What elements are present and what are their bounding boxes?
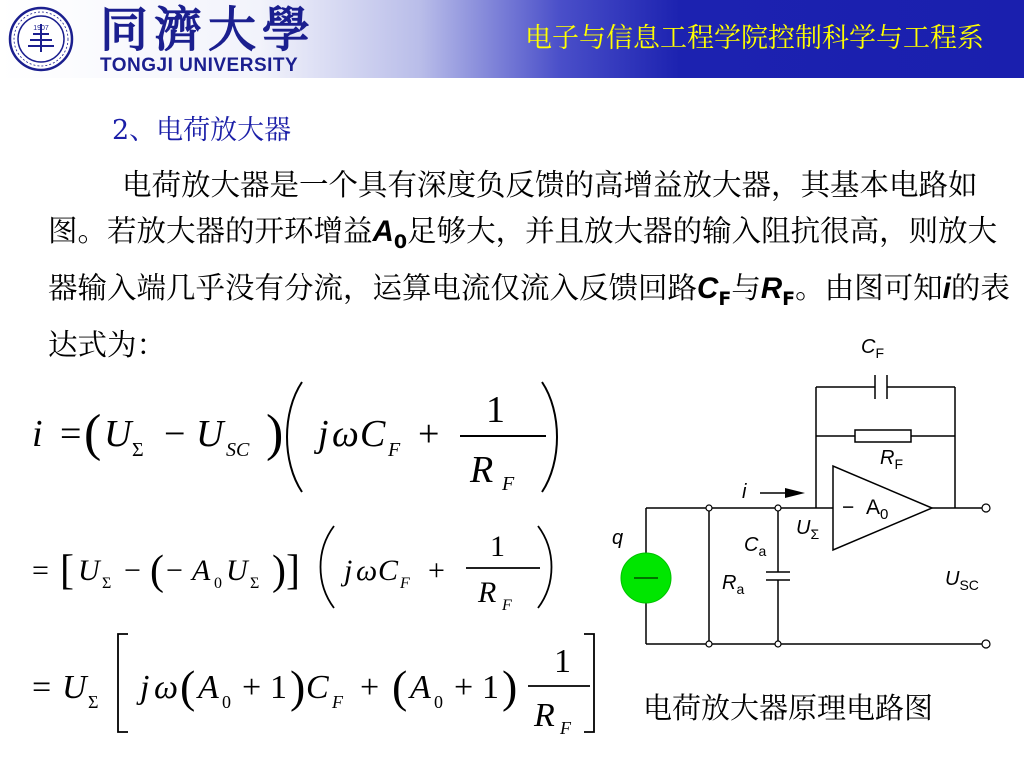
university-seal-logo <box>8 6 74 72</box>
svg-text:(: ( <box>180 661 196 712</box>
svg-text:C: C <box>378 554 399 587</box>
symbol-c-sub: F <box>718 287 732 310</box>
para-text-3: 与 <box>731 270 761 305</box>
para-text-4: 。由图可知 <box>795 270 943 305</box>
svg-text:0: 0 <box>214 575 222 592</box>
svg-text:ω: ω <box>356 554 378 587</box>
para-text-5: 的表达式为： <box>48 270 1010 362</box>
charge-amplifier-circuit <box>590 330 1010 665</box>
equation-1 <box>20 372 560 502</box>
svg-text:−: − <box>842 496 855 519</box>
svg-text:U: U <box>104 413 132 455</box>
svg-text:A: A <box>192 554 211 587</box>
svg-text:USC: $U_{SC}$ <box>945 568 979 593</box>
svg-text:ω: ω <box>154 669 179 706</box>
svg-text:q: q <box>612 527 624 549</box>
svg-text:Ca: $C_a$ <box>744 534 767 559</box>
svg-text:U: U <box>196 413 224 455</box>
svg-text:RF: $R_F$ <box>880 447 904 472</box>
svg-text:1: 1 <box>270 669 287 706</box>
svg-text:CF: $C_F$ <box>861 336 885 361</box>
svg-text:1: 1 <box>486 389 505 431</box>
svg-text:i: i <box>32 413 43 455</box>
svg-text:A0: $A_0$ <box>866 496 889 523</box>
svg-text:i: i <box>742 481 747 503</box>
svg-text:F: F <box>560 718 571 738</box>
svg-text:(: ( <box>150 548 164 594</box>
svg-text:−: − <box>166 554 183 587</box>
svg-text:j: j <box>344 554 353 587</box>
svg-text:R: R <box>534 697 555 734</box>
svg-text:=: = <box>60 413 82 455</box>
svg-text:F: F <box>400 575 410 592</box>
svg-text:=: = <box>32 554 49 587</box>
svg-text:(: ( <box>392 661 408 712</box>
equation-3 <box>20 628 600 740</box>
svg-text:1: 1 <box>554 643 571 680</box>
svg-text:U: U <box>62 669 87 706</box>
svg-text:C: C <box>360 413 386 455</box>
svg-text:F: F <box>502 597 512 614</box>
svg-text:[: [ <box>60 548 74 594</box>
department-title: 电子与信息工程学院控制科学与工程系 <box>525 23 984 54</box>
svg-text:1907: 1907 <box>33 25 49 32</box>
para-text-2: 足够大，并且放大器的输入阻抗很高，则放大器输入端几乎没有分流，运算电流仅流入反馈回路 <box>48 214 998 305</box>
svg-text:R: R <box>470 449 494 491</box>
svg-text:UΣ: $U_\Sigma$ <box>796 517 820 542</box>
svg-text:Σ: Σ <box>102 575 112 592</box>
svg-text:R: R <box>478 576 497 609</box>
university-name-chinese: 同濟大學 <box>100 2 317 58</box>
svg-text:+: + <box>428 554 445 587</box>
svg-text:F: F <box>502 473 515 495</box>
svg-text:=: = <box>32 669 52 706</box>
symbol-r: R <box>760 271 783 305</box>
equation-2 <box>20 520 560 615</box>
symbol-a: A <box>372 215 394 248</box>
svg-text:Σ: Σ <box>132 439 144 461</box>
svg-text:+: + <box>360 669 380 706</box>
symbol-r-sub: F <box>782 287 796 310</box>
circuit-caption: 电荷放大器原理电路图 <box>643 691 934 725</box>
svg-text:1: 1 <box>482 669 499 706</box>
symbol-c: C <box>697 271 719 305</box>
svg-text:1: 1 <box>490 530 505 563</box>
svg-text:+: + <box>418 413 440 455</box>
svg-text:+: + <box>242 669 262 706</box>
symbol-i: i <box>942 271 951 305</box>
svg-text:−: − <box>124 554 141 587</box>
svg-text:C: C <box>306 669 329 706</box>
svg-text:A: A <box>198 669 219 706</box>
svg-text:): ) <box>266 405 284 462</box>
svg-text:Σ: Σ <box>250 575 260 592</box>
svg-text:SC: SC <box>226 439 250 461</box>
svg-text:F: F <box>388 439 401 461</box>
svg-text:ω: ω <box>332 413 359 455</box>
svg-text:Σ: Σ <box>88 692 99 712</box>
svg-text:): ) <box>502 661 518 712</box>
svg-text:0: 0 <box>434 692 443 712</box>
svg-text:j: j <box>318 413 329 455</box>
svg-text:U: U <box>226 554 248 587</box>
svg-text:U: U <box>78 554 100 587</box>
svg-text:+: + <box>454 669 474 706</box>
svg-text:A: A <box>410 669 431 706</box>
section-title: 2、电荷放大器 <box>112 115 292 146</box>
svg-text:(: ( <box>84 405 102 462</box>
header-banner <box>0 0 1024 78</box>
para-text-1: 电荷放大器是一个具有深度负反馈的高增益放大器，其基本电路如图。若放大器的开环增益 <box>48 168 978 248</box>
symbol-a-sub: 0 <box>393 230 408 253</box>
svg-text:): ) <box>290 661 306 712</box>
svg-text:F: F <box>332 692 343 712</box>
university-name-english: TONGJI UNIVERSITY <box>100 55 299 76</box>
svg-text:−: − <box>164 413 186 455</box>
svg-text:Ra: $R_a$ <box>722 572 745 597</box>
svg-text:)]: )] <box>272 548 300 594</box>
svg-text:j: j <box>140 669 150 706</box>
svg-text:0: 0 <box>222 692 231 712</box>
